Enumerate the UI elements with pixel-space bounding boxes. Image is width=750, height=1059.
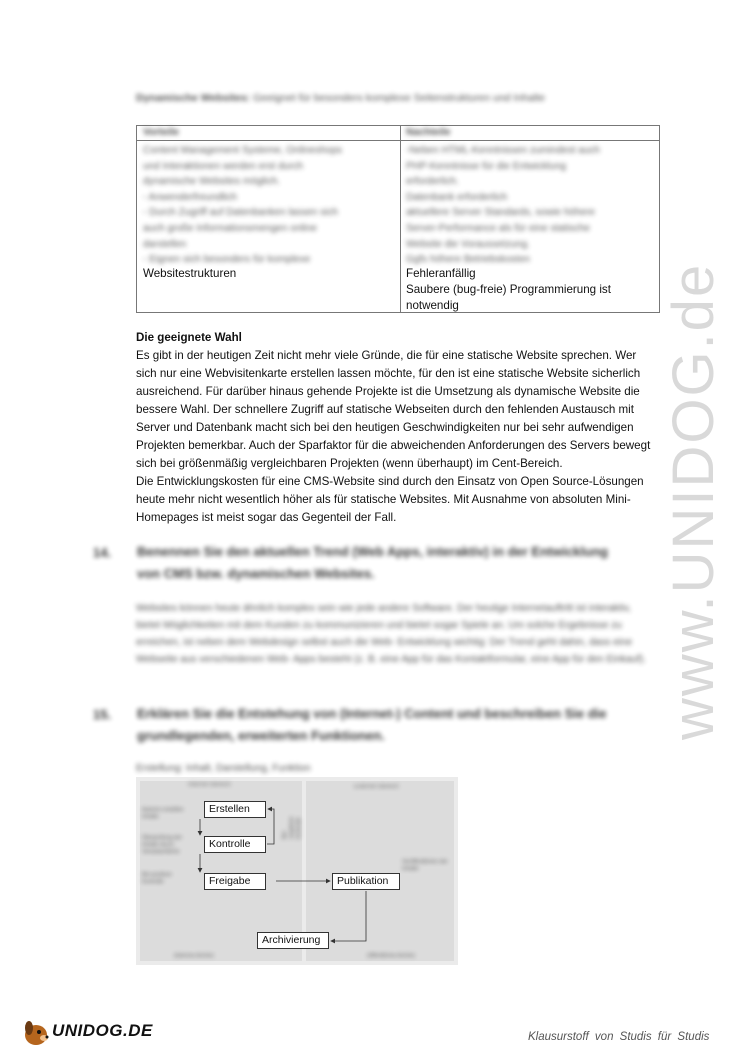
diagram-arrows <box>136 777 458 965</box>
question-text: Benennen Sie den aktuellen Trend (Web Apps, interaktiv) in der Entwicklung von CMS bzw. dynamischen Websites. <box>137 544 608 581</box>
table-cons-blurred: -Neben HTML-Kenntnissen zumindest auch PHP-Kenntnisse für die Entwicklung erforderlich. Datenbank erforderlich aktuellere Server Standards, sowie höhere Server-Performance als für eine statische Website die Voraussetzung. Ggfs höhere Betriebskosten <box>406 145 600 266</box>
paragraph: Die Entwicklungskosten für eine CMS-Website sind durch den Einsatz von Open Source-Lösungen heute mehr nicht wesentlich höher als für statische Websites. Mit Ausnahme von absoluten Mini-Homepages ist meist sogar das Gegenteil der Fall. <box>136 475 644 524</box>
intro-text: Geeignet für besonders komplexe Seitenstrukturen und Inhalte <box>250 92 545 104</box>
table-pros-blurred: Content Management Systeme, Onlineshops und Interaktionen werden erst durch dynamische Websites möglich. - Anwenderfreundlich - Durch Zugriff auf Datenbanken lassen sich auch große Informationsmengen online darstellen - Eignen sich besonders für komplexe <box>143 145 342 266</box>
paragraph: Es gibt in der heutigen Zeit nicht mehr viele Gründe, die für eine statische Website sprechen. Wer sich nur eine Webvisitenkarte erstellen lassen möchte, für den ist eine statische Website sicherlich ausreichend. Für darüber hinaus gehende Projekte ist die Umsetzung als dynamische Website die bessere Wahl. Der schnellere Zugriff auf statische Webseiten durch den fehlenden Austausch mit Server und Datenbank macht sich bei den heutigen Geschwindigkeiten nur bei sehr aufwendigen Projekten bemerkbar. Auch der Sparfaktor für die abweichenden Anforderungen des Servers bewegt sich bei größenmäßig vergleichbaren Projekten (wenn überhaupt) im Cent-Bereich. <box>136 349 651 470</box>
note-negativ: Bei negativer Kontrolle <box>282 816 302 839</box>
table-cons-cell: Fehleranfällig Saubere (bug-freie) Programmierung ist notwendig <box>406 267 611 312</box>
intro-bold: Dynamische Websites: <box>136 92 251 104</box>
answer-text: Erstellung: Inhalt, Darstellung, Funktion <box>136 763 311 774</box>
note-ueberpruefung: Überprüfung der Inhalte durch Verantwortliche <box>142 835 183 855</box>
note-positiv: Bei positiver Kontrolle <box>142 872 172 885</box>
answer-text: Websites können heute ähnlich komplex sein wie jede andere Software. Der heutige Internetauftritt ist interaktiv, bietet Möglichkeiten mit dem Kunden zu kommunizieren und bietet sogar Spiele an. Um solche Ergebnisse zu erreichen, ist neben dem Webdesign selbst auch die Web- Entwicklung wichtig: Der Trend geht dahin, dass eine Webseite aus verschiedenen Web- Apps besteht (z. B. eine App für das Kontaktformular, eine App für den Einkauf). <box>136 603 646 665</box>
box-publikation: Publikation <box>332 873 400 890</box>
question-number: 14. <box>93 545 112 560</box>
section-intro <box>136 92 545 104</box>
table-header-cons: Nachteile <box>406 127 451 138</box>
note-intern-archiv: (internes Archiv) <box>174 953 214 959</box>
note-autoren: Autoren erstellen Inhalte <box>142 807 184 820</box>
table-pros-cell: Websitestrukturen <box>143 267 237 280</box>
footer-note: Klausurstoff von Studis für Studis <box>528 1031 710 1043</box>
section-body <box>136 347 660 527</box>
zone-internal-label: Interner Bereich <box>188 782 231 788</box>
box-kontrolle: Kontrolle <box>204 836 266 853</box>
watermark: www.UNIDOG.de <box>661 262 726 740</box>
question-text: Erklären Sie die Entstehung von (Internet-) Content und beschreiben Sie die grundlegenden, erweiterten Funktionen. <box>137 706 607 743</box>
table-header-pros: Vorteile <box>143 127 179 138</box>
section-heading: Die geeignete Wahl <box>136 331 242 344</box>
content-lifecycle-diagram <box>136 777 458 965</box>
logo-text: UNIDOG.DE <box>52 1021 153 1040</box>
box-archivierung: Archivierung <box>257 932 329 949</box>
zone-external-label: Externer Bereich <box>354 784 399 790</box>
box-freigabe: Freigabe <box>204 873 266 890</box>
box-erstellen: Erstellen <box>204 801 266 818</box>
pros-cons-table <box>136 125 660 313</box>
note-oeffentlich-archiv: (öffentliches Archiv) <box>367 953 415 959</box>
question-number: 15. <box>93 707 112 722</box>
note-veroeffentlichen: Veröffentlichen der Inhalte <box>402 859 448 872</box>
